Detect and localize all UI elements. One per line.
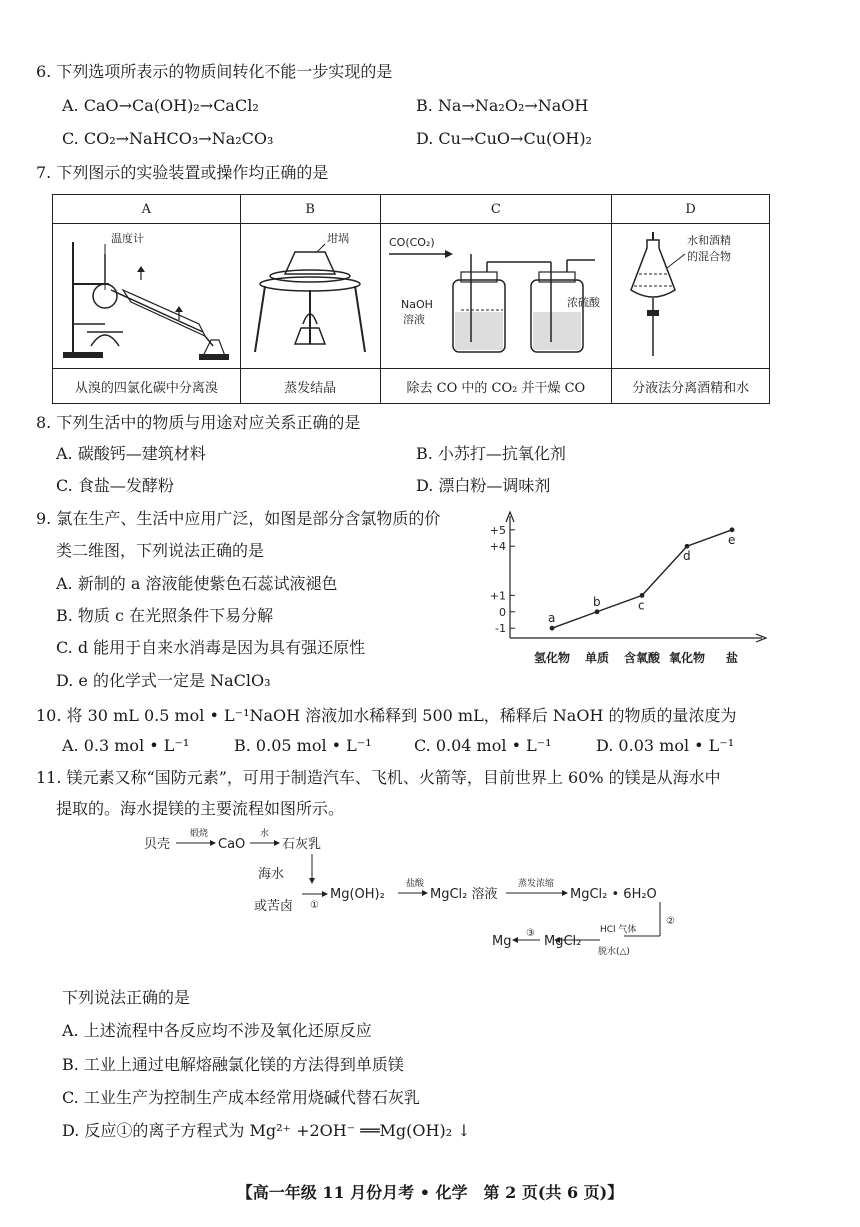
q6-stem: 6. 下列选项所表示的物质间转化不能一步实现的是 xyxy=(36,62,393,81)
q7-caption-c: 除去 CO 中的 CO₂ 并干燥 CO xyxy=(380,369,612,404)
q7-header-b: B xyxy=(240,195,380,224)
q10-stem: 10. 将 30 mL 0.5 mol • L⁻¹NaOH 溶液加水稀释到 500 mL，稀释后 NaOH 的物质的量浓度为 xyxy=(36,706,737,725)
naoh-label: NaOH xyxy=(400,298,433,311)
q11-stem-line1: 11. 镁元素又称“国防元素”，可用于制造汽车、飞机、火箭等，目前世界上 60% 的镁是从海水中 xyxy=(36,768,721,787)
x-category-label: 单质 xyxy=(584,651,610,665)
q10-option-c[interactable]: C. 0.04 mol • L⁻¹ xyxy=(414,736,552,755)
q9-stem-line1: 9. 氯在生产、生活中应用广泛，如图是部分含氯物质的价 xyxy=(36,509,441,528)
q6-option-a[interactable]: A. CaO→Ca(OH)₂→CaCl₂ xyxy=(62,96,259,115)
flow-sea-1: 海水 xyxy=(258,867,285,882)
sulfuric-acid-label: 浓硫酸 xyxy=(566,296,600,309)
q10-option-b[interactable]: B. 0.05 mol • L⁻¹ xyxy=(234,736,372,755)
q8-option-d[interactable]: D. 漂白粉—调味剂 xyxy=(416,476,551,495)
separatory-funnel xyxy=(613,224,769,364)
data-point-a xyxy=(550,626,555,631)
q11-option-a[interactable]: A. 上述流程中各反应均不涉及氧化还原反应 xyxy=(62,1021,372,1040)
flow-hcl: 盐酸 xyxy=(406,879,425,889)
q7-header-a: A xyxy=(53,195,241,224)
q8-option-c[interactable]: C. 食盐—发酵粉 xyxy=(56,476,174,495)
y-tick-label: +5 xyxy=(489,523,506,537)
point-label-d: d xyxy=(683,549,691,564)
y-tick-label: 0 xyxy=(499,605,506,619)
q9-option-b[interactable]: B. 物质 c 在光照条件下易分解 xyxy=(56,606,274,625)
flow-calcine: 煅烧 xyxy=(190,829,209,839)
flow-lime: 石灰乳 xyxy=(282,837,322,852)
gas-washing-apparatus xyxy=(381,224,611,364)
data-point-c xyxy=(640,593,645,598)
crucible-label: 坩埚 xyxy=(327,232,350,245)
q8-option-a[interactable]: A. 碳酸钙—建筑材料 xyxy=(56,444,206,463)
point-label-c: c xyxy=(638,598,645,613)
mixture-label-2: 的混合物 xyxy=(686,250,731,263)
q10-option-d[interactable]: D. 0.03 mol • L⁻¹ xyxy=(596,736,735,755)
y-tick-label: +1 xyxy=(489,589,506,603)
flow-hydrate: MgCl₂ • 6H₂O xyxy=(570,887,657,902)
q6-option-d[interactable]: D. Cu→CuO→Cu(OH)₂ xyxy=(416,129,592,148)
flow-evaporate: 蒸发浓缩 xyxy=(518,879,555,889)
flow-dehydrate: 脱水(△) xyxy=(598,947,630,957)
flow-mgcl2-solution: MgCl₂ 溶液 xyxy=(430,887,498,902)
q7-header-c: C xyxy=(380,195,612,224)
naoh-solution-label: 溶液 xyxy=(402,313,425,326)
flow-mgcl2: MgCl₂ xyxy=(544,934,582,949)
q9-option-d[interactable]: D. e 的化学式一定是 NaClO₃ xyxy=(56,671,271,690)
q9-option-c[interactable]: C. d 能用于自来水消毒是因为具有强还原性 xyxy=(56,638,366,657)
q7-picture-d[interactable] xyxy=(612,224,770,369)
evaporation-apparatus xyxy=(241,224,379,364)
flow-hcl-gas: HCl 气体 xyxy=(600,925,637,935)
q11-option-d[interactable]: D. 反应①的离子方程式为 Mg²⁺ +2OH⁻ ══Mg(OH)₂ ↓ xyxy=(62,1121,471,1140)
x-category-label: 氢化物 xyxy=(533,651,571,665)
q11-option-b[interactable]: B. 工业上通过电解熔融氯化镁的方法得到单质镁 xyxy=(62,1055,404,1074)
distillation-apparatus xyxy=(53,224,239,364)
flow-sea-2: 或苦卤 xyxy=(254,899,294,914)
flow-step-2: ② xyxy=(666,916,675,927)
data-point-b xyxy=(595,609,600,614)
q7-caption-a: 从溴的四氯化碳中分离溴 xyxy=(53,369,241,404)
q8-stem: 8. 下列生活中的物质与用途对应关系正确的是 xyxy=(36,413,361,432)
flow-mg: Mg xyxy=(492,934,512,949)
point-label-b: b xyxy=(593,594,601,609)
x-category-label: 含氧酸 xyxy=(623,651,661,665)
x-category-label: 盐 xyxy=(725,651,739,665)
flow-water: 水 xyxy=(260,829,270,839)
q9-stem-line2: 类二维图，下列说法正确的是 xyxy=(56,541,265,560)
q7-caption-b: 蒸发结晶 xyxy=(240,369,380,404)
q10-option-a[interactable]: A. 0.3 mol • L⁻¹ xyxy=(62,736,190,755)
chlorine-valence-chart xyxy=(480,510,780,670)
flow-cao: CaO xyxy=(218,837,246,852)
q6-option-b[interactable]: B. Na→Na₂O₂→NaOH xyxy=(416,96,589,115)
magnesium-extraction-flowchart xyxy=(130,826,690,966)
flow-shell: 贝壳 xyxy=(144,837,171,852)
q9-option-a[interactable]: A. 新制的 a 溶液能使紫色石蕊试液褪色 xyxy=(56,574,338,593)
flow-step-1: ① xyxy=(310,900,319,911)
data-point-d xyxy=(685,544,690,549)
q11-stem-line2: 提取的。海水提镁的主要流程如图所示。 xyxy=(56,799,345,818)
mixture-label-1: 水和酒精 xyxy=(686,234,731,247)
y-tick-label: -1 xyxy=(495,622,506,636)
q7-picture-b[interactable] xyxy=(240,224,380,369)
gas-in-label: CO(CO₂) xyxy=(388,236,435,249)
flow-step-3: ③ xyxy=(526,928,535,939)
page-footer: 【高一年级 11 月份月考 • 化学 第 2 页(共 6 页)】 xyxy=(236,1183,624,1202)
q11-sub-stem: 下列说法正确的是 xyxy=(62,988,191,1007)
point-label-a: a xyxy=(548,611,556,626)
q11-option-c[interactable]: C. 工业生产为控制生产成本经常用烧碱代替石灰乳 xyxy=(62,1088,420,1107)
flow-mgoh2: Mg(OH)₂ xyxy=(330,887,385,902)
y-tick-label: +4 xyxy=(489,540,506,554)
q7-caption-d: 分液法分离酒精和水 xyxy=(612,369,770,404)
thermometer-label: 温度计 xyxy=(111,232,145,245)
q6-option-c[interactable]: C. CO₂→NaHCO₃→Na₂CO₃ xyxy=(62,129,274,148)
point-label-e: e xyxy=(728,532,736,547)
data-point-e xyxy=(730,527,735,532)
q7-stem: 7. 下列图示的实验装置或操作均正确的是 xyxy=(36,163,329,182)
q7-picture-a[interactable] xyxy=(53,224,241,369)
q7-apparatus-table xyxy=(52,194,770,404)
q8-option-b[interactable]: B. 小苏打—抗氧化剂 xyxy=(416,444,566,463)
q7-header-d: D xyxy=(612,195,770,224)
x-category-label: 氧化物 xyxy=(668,651,706,665)
series-line xyxy=(552,530,732,628)
q7-picture-c[interactable] xyxy=(380,224,612,369)
